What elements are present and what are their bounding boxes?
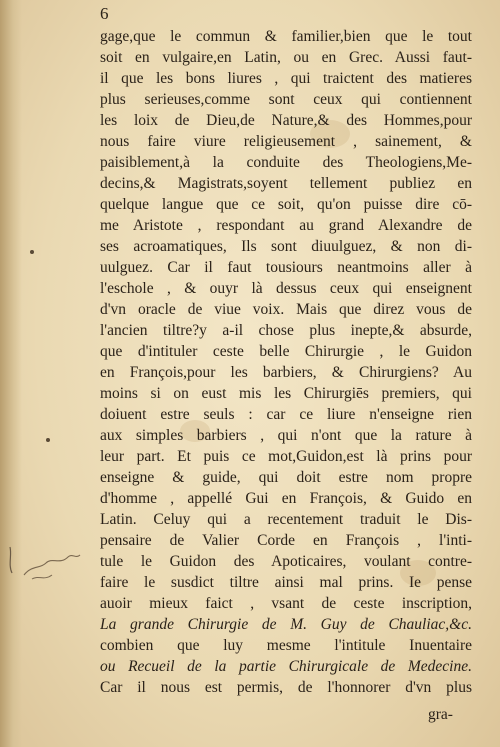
margin-dot (30, 250, 34, 254)
text-line: gage,que le commun & familier,bien que le tout (100, 28, 472, 45)
text-line: tule le Guidon des Apoticaires, voulant contre- (100, 553, 472, 570)
text-line: doiuent estre seuls : car ce liure n'enseigne rien (100, 406, 472, 423)
text-line: pensaire de Valier Corde en François , l'inti- (100, 532, 472, 549)
text-line: enseigne & guide, qui doit estre nom propre (100, 469, 472, 486)
text-line: aux simples barbiers , qui n'ont que la rature à (100, 427, 472, 444)
text-line: uulguez. Car il faut tousiours neantmoins aller à (100, 259, 472, 276)
catchword: gra- (428, 706, 453, 723)
body-text (100, 26, 472, 698)
text-line: La grande Chirurgie de M. Guy de Chauliac,&c. (100, 616, 472, 633)
text-line: d'vn oracle de viue voix. Mais que direz vous de (100, 301, 472, 318)
text-line: decins,& Magistrats,soyent tellement publiez en (100, 175, 472, 192)
text-line: combien que luy mesme l'intitule Inuentaire (100, 637, 472, 654)
text-line: les loix de Dieu,de Nature,& des Hommes,pour (100, 112, 472, 129)
text-line: auoir mieux faict , vsant de ceste inscription, (100, 595, 472, 612)
text-line: en François,pour les barbiers, & Chirurgiens? Au (100, 364, 472, 381)
text-line: paisiblement,à la conduite des Theologiens,Me- (100, 154, 472, 171)
margin-handwriting (2, 535, 82, 595)
text-line: moins si on eust mis les Chirurgiēs premiers, qui (100, 385, 472, 402)
text-line: ses acroamatiques, Ils sont diuulguez, & non di- (100, 238, 472, 255)
text-line: leur part. Et puis ce mot,Guidon,est là prins pour (100, 448, 472, 465)
text-line: ou Recueil de la partie Chirurgicale de Medecine. (100, 658, 472, 675)
page-gutter-shadow (0, 0, 22, 747)
text-line: il que les bons liures , qui traictent des matieres (100, 70, 472, 87)
text-line: que d'intituler ceste belle Chirurgie , le Guidon (100, 343, 472, 360)
text-line: Car il nous est permis, de l'honnorer d'vn plus (100, 679, 472, 696)
text-line: quelque langue que ce soit, qu'on puisse dire cō- (100, 196, 472, 213)
text-line: me Aristote , respondant au grand Alexandre de (100, 217, 472, 234)
text-line: l'ancien tiltre?y a-il chose plus inepte,& absurde, (100, 322, 472, 339)
text-line: nous faire viure religieusement , sainement, & (100, 133, 472, 150)
text-line: faire le susdict tiltre ainsi mal prins. Ie pense (100, 574, 472, 591)
text-line: l'eschole , & ouyr là dessus ceux qui enseignent (100, 280, 472, 297)
text-line: soit en vulgaire,en Latin, ou en Grec. Aussi faut- (100, 49, 472, 66)
text-line: d'homme , appellé Gui en François, & Guido en (100, 490, 472, 507)
text-line: plus serieuses,comme sont ceux qui contiennent (100, 91, 472, 108)
text-line: Latin. Celuy qui a recentement traduit le Dis- (100, 511, 472, 528)
page-number: 6 (100, 4, 109, 23)
margin-dot (46, 438, 50, 442)
